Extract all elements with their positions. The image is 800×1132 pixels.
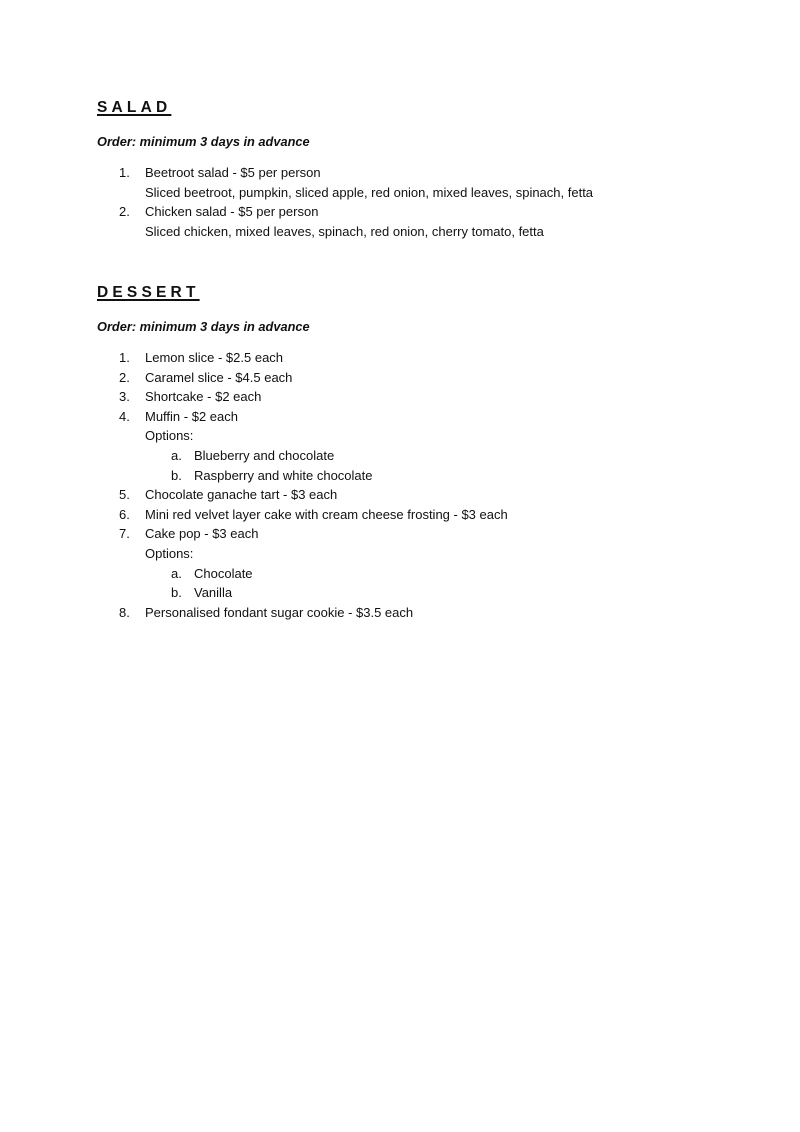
item-number: 1. bbox=[119, 165, 130, 180]
salad-section-title: SALAD bbox=[97, 99, 172, 116]
option-letter: a. bbox=[171, 447, 182, 463]
option-item bbox=[145, 564, 759, 584]
item-description: Sliced chicken, mixed leaves, spinach, red onion, cherry tomato, fetta bbox=[145, 223, 544, 239]
item-number: 2. bbox=[119, 369, 130, 385]
salad-order-note: Order: minimum 3 days in advance bbox=[97, 134, 310, 149]
dessert-item-red-velvet-cake bbox=[119, 505, 759, 525]
option-label: Chocolate bbox=[194, 565, 253, 581]
item-title: Chocolate ganache tart - $3 each bbox=[145, 487, 338, 503]
item-description: Sliced beetroot, pumpkin, sliced apple, red onion, mixed leaves, spinach, fetta bbox=[145, 184, 594, 200]
dessert-section-title: DESSERT bbox=[97, 284, 200, 301]
dessert-section bbox=[97, 283, 737, 622]
item-number: 2. bbox=[119, 204, 130, 220]
item-number: 3. bbox=[119, 389, 130, 405]
item-number: 1. bbox=[119, 350, 130, 365]
item-number: 4. bbox=[119, 408, 130, 424]
item-number: 7. bbox=[119, 526, 130, 542]
dessert-item-cake-pop bbox=[119, 524, 759, 602]
item-number: 5. bbox=[119, 487, 130, 503]
option-item bbox=[145, 446, 759, 466]
item-title: Shortcake - $2 each bbox=[145, 389, 262, 405]
dessert-item-caramel-slice bbox=[119, 368, 759, 388]
item-number: 8. bbox=[119, 604, 130, 620]
option-letter: b. bbox=[171, 585, 182, 601]
option-label: Blueberry and chocolate bbox=[194, 447, 335, 463]
options-label: Options: bbox=[145, 428, 194, 444]
option-item bbox=[145, 583, 759, 603]
option-label: Raspberry and white chocolate bbox=[194, 467, 373, 483]
item-title: Cake pop - $3 each bbox=[145, 526, 259, 542]
item-number: 6. bbox=[119, 506, 130, 522]
muffin-options-list bbox=[145, 446, 759, 485]
options-label: Options: bbox=[145, 545, 194, 561]
salad-section bbox=[97, 98, 737, 241]
item-title: Caramel slice - $4.5 each bbox=[145, 369, 293, 385]
dessert-item-lemon-slice bbox=[119, 348, 759, 368]
option-letter: b. bbox=[171, 467, 182, 483]
item-title: Chicken salad - $5 per person bbox=[145, 204, 319, 220]
option-letter: a. bbox=[171, 565, 182, 581]
salad-list bbox=[119, 163, 759, 241]
dessert-item-ganache-tart bbox=[119, 485, 759, 505]
item-title: Personalised fondant sugar cookie - $3.5 each bbox=[145, 604, 414, 620]
dessert-item-shortcake bbox=[119, 387, 759, 407]
option-item bbox=[145, 466, 759, 486]
cake-pop-options-list bbox=[145, 564, 759, 603]
item-title: Mini red velvet layer cake with cream cheese frosting - $3 each bbox=[145, 506, 508, 522]
dessert-order-note: Order: minimum 3 days in advance bbox=[97, 319, 310, 334]
dessert-item-sugar-cookie bbox=[119, 603, 759, 623]
item-title: Beetroot salad - $5 per person bbox=[145, 165, 321, 180]
dessert-list bbox=[119, 348, 759, 622]
salad-item-beetroot bbox=[119, 163, 759, 202]
item-title: Lemon slice - $2.5 each bbox=[145, 350, 284, 365]
option-label: Vanilla bbox=[194, 585, 233, 601]
item-title: Muffin - $2 each bbox=[145, 408, 238, 424]
salad-item-chicken bbox=[119, 202, 759, 241]
dessert-item-muffin bbox=[119, 407, 759, 485]
